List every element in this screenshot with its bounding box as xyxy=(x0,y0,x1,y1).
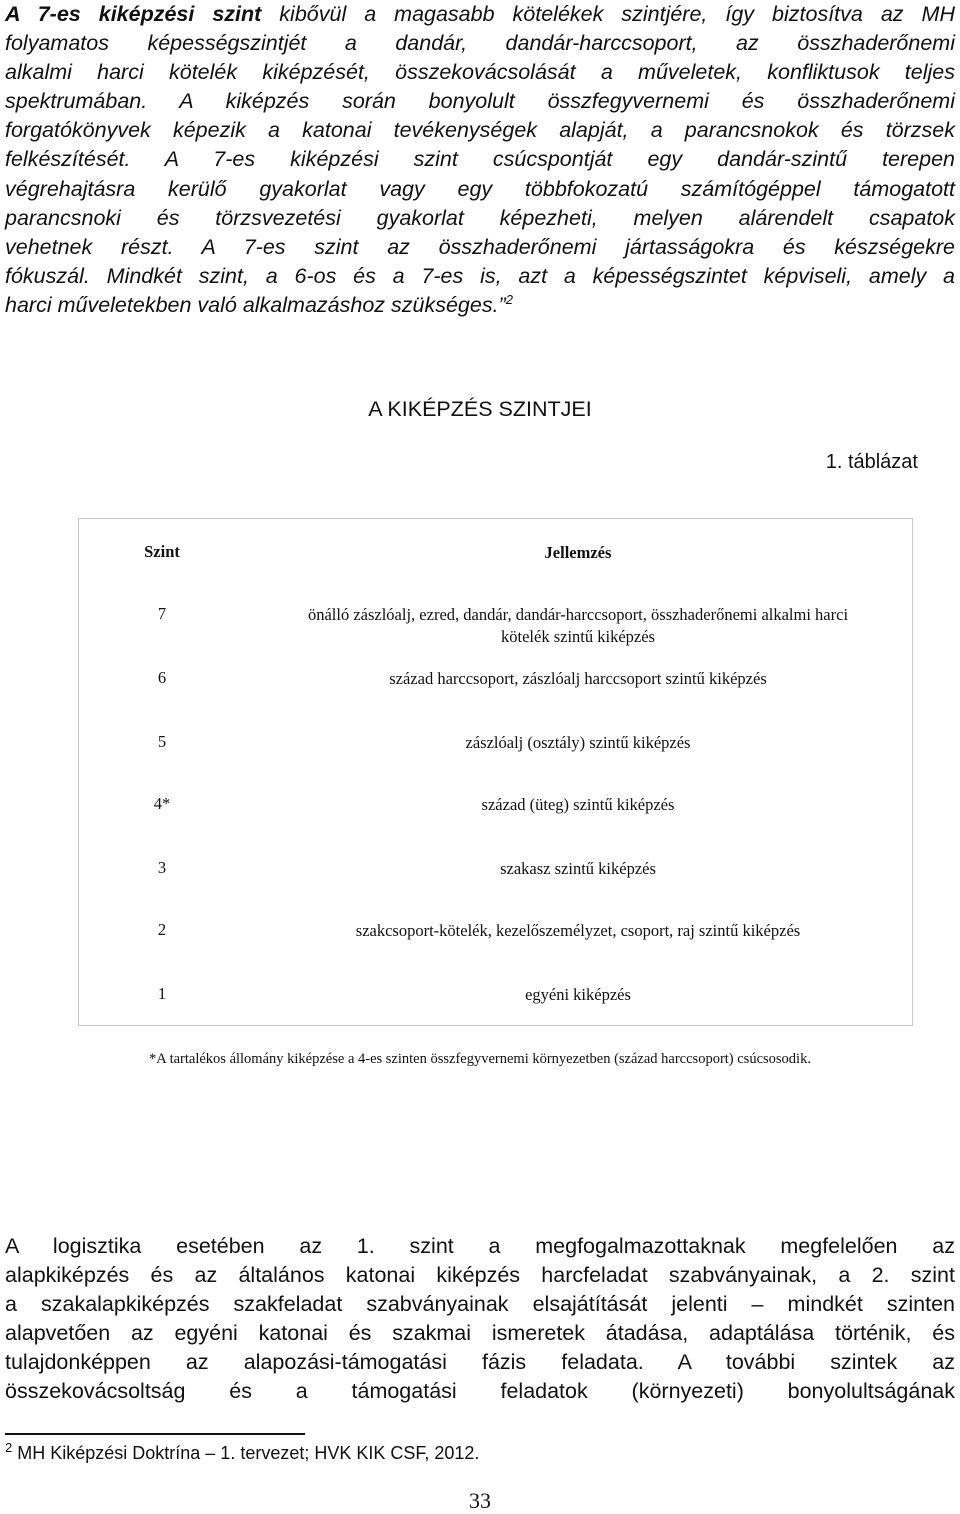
paragraph-line: összekovácsoltság és a támogatási feladatok (környezeti) bonyolultságának xyxy=(5,1379,955,1404)
row-level: 4* xyxy=(153,794,171,813)
paragraph-logistics xyxy=(5,1232,955,1407)
footnote-divider xyxy=(5,1433,305,1435)
paragraph-line: A logisztika esetében az 1. szint a megfogalmazottaknak megfelelően az xyxy=(5,1234,955,1258)
paragraph-line: harci műveletekben való alkalmazáshoz szükséges.”$^2$ xyxy=(5,291,513,317)
paragraph-line: a szakalapkiképzés szakfeladat szabványainak elsajátítását jelenti – mindkét szinten xyxy=(5,1292,955,1317)
paragraph-line: A 7-es kiképzési szint kibővül a magasabb kötelékek szintjére, így biztosítva az MH xyxy=(5,2,955,26)
lead-term: A 7-es kiképzési szint xyxy=(5,2,262,26)
table-note: *A tartalékos állomány kiképzése a 4-es szinten összfegyvernemi környezetben (század harccsoport) csúcsosodik. xyxy=(149,1051,811,1067)
page-number: 33 xyxy=(469,1488,491,1513)
footnote-reference[interactable]: 2 xyxy=(505,291,513,307)
paragraph-line: alapvetően az egyéni katonai és szakmai ismeretek átadása, adaptálása történik, és xyxy=(5,1321,955,1346)
row-description: önálló zászlóalj, ezred, dandár, dandár-harccsoport, összhaderőnemi alkalmi harci kötelék szintű kiképzés xyxy=(307,605,849,646)
row-description: szakasz szintű kiképzés xyxy=(500,859,656,878)
paragraph-line: alapkiképzés és az általános katonai kiképzés harcfeladat szabványainak, a 2. szint xyxy=(5,1263,955,1288)
row-description: egyéni kiképzés xyxy=(525,985,631,1004)
row-description: század (üteg) szintű kiképzés xyxy=(481,795,675,814)
table-number: 1. táblázat xyxy=(825,451,918,473)
footnote-number: 2 xyxy=(5,1440,13,1455)
paragraph-line: tulajdonképpen az alapozási-támogatási fázis feladata. A további szintek az xyxy=(5,1350,955,1375)
row-description: szakcsoport-kötelék, kezelőszemélyzet, csoport, raj szintű kiképzés xyxy=(355,921,801,940)
row-level: 5 xyxy=(157,732,167,751)
row-description: század harccsoport, zászlóalj harccsoport szintű kiképzés xyxy=(389,669,767,688)
row-level: 3 xyxy=(157,858,167,877)
paragraph-line: spektrumában. A kiképzés során bonyolult összfegyvernemi és összhaderőnemi xyxy=(5,89,955,114)
row-level: 6 xyxy=(157,668,167,687)
row-level: 2 xyxy=(157,920,167,939)
paragraph-line: fókuszál. Mindkét szint, a 6-os és a 7-es is, azt a képességszintet képviseli, amely a xyxy=(5,263,955,288)
footnote xyxy=(5,1440,480,1464)
paragraph-line: folyamatos képességszintjét a dandár, dandár-harccsoport, az összhaderőnemi xyxy=(5,31,955,56)
paragraph-intro xyxy=(5,0,955,320)
footnote-text: MH Kiképzési Doktrína – 1. tervezet; HVK KIK CSF, 2012. xyxy=(12,1443,480,1463)
paragraph-line: felkészítését. A 7-es kiképzési szint csúcspontját egy dandár-szintű terepen xyxy=(5,147,955,172)
header-level: Szint xyxy=(144,542,180,561)
row-level: 1 xyxy=(157,984,167,1003)
paragraph-line: végrehajtásra kerülő gyakorlat vagy egy többfokozatú számítógéppel támogatott xyxy=(5,176,955,201)
paragraph-line: parancsnoki és törzsvezetési gyakorlat képezheti, melyen alárendelt csapatok xyxy=(5,205,955,230)
training-levels-table xyxy=(78,518,913,1026)
row-level: 7 xyxy=(157,604,167,623)
row-description: zászlóalj (osztály) szintű kiképzés xyxy=(465,733,691,752)
paragraph-line: vehetnek részt. A 7-es szint az összhaderőnemi jártasságokra és készségekre xyxy=(5,234,955,259)
table-title: A KIKÉPZÉS SZINTJEI xyxy=(368,397,592,421)
paragraph-line: alkalmi harci kötelék kiképzését, összekovácsolását a műveletek, konfliktusok teljes xyxy=(5,60,955,85)
header-description: Jellemzés xyxy=(544,543,612,562)
paragraph-line: forgatókönyvek képezik a katonai tevékenységek alapját, a parancsnokok és törzsek xyxy=(5,118,955,143)
